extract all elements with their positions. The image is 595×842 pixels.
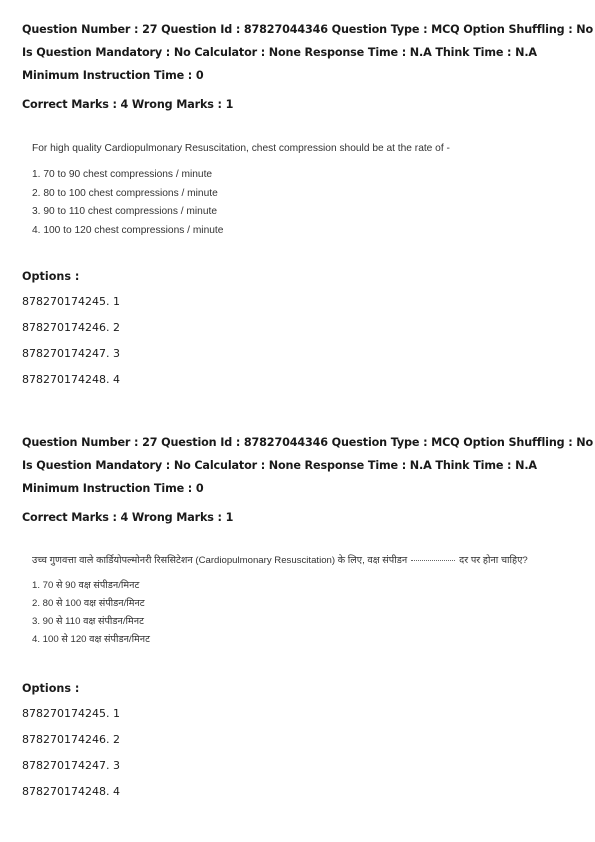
option-id-row: 878270174247. 3	[22, 347, 120, 360]
option-id-row: 878270174248. 4	[22, 373, 120, 386]
choice-list	[32, 577, 577, 649]
choice-item: 3. 90 से 110 वक्ष संपीडन/मिनट	[32, 616, 144, 627]
option-id-row: 878270174248. 4	[22, 785, 120, 798]
choice-item: 2. 80 to 100 chest compressions / minute	[32, 187, 218, 199]
options-label: Options :	[22, 270, 80, 283]
meta-line-question-info: Question Number : 27 Question Id : 87827044346 Question Type : MCQ Option Shuffling : No	[22, 436, 594, 449]
meta-line-marks: Correct Marks : 4 Wrong Marks : 1	[22, 511, 234, 524]
choice-item: 3. 90 to 110 chest compressions / minute	[32, 206, 217, 217]
choice-item: 4. 100 से 120 वक्ष संपीडन/मिनट	[32, 634, 150, 645]
choice-item: 1. 70 से 90 वक्ष संपीडन/मिनट	[32, 580, 140, 591]
meta-line-instruction-time: Minimum Instruction Time : 0	[22, 482, 204, 495]
question-stem-part: दर पर होना चाहिए?	[459, 555, 528, 566]
choice-item: 1. 70 to 90 chest compressions / minute	[32, 169, 213, 180]
meta-line-instruction-time: Minimum Instruction Time : 0	[22, 69, 204, 82]
choice-item: 2. 80 से 100 वक्ष संपीडन/मिनट	[32, 598, 145, 609]
option-id-row: 878270174247. 3	[22, 759, 120, 772]
option-id-row: 878270174245. 1	[22, 707, 120, 720]
fill-in-blank	[411, 560, 455, 561]
question-stem-part: उच्च गुणवत्ता वाले कार्डियोपल्मोनरी रिससिटेशन (Cardiopulmonary Resuscitation) के लिए, वक्ष संपीडन	[32, 555, 408, 566]
question-meta-2	[22, 431, 594, 529]
question-stem	[32, 554, 577, 568]
options-section-1	[22, 270, 577, 393]
options-section-2	[22, 682, 577, 805]
choice-list	[32, 166, 577, 240]
option-id-row: 878270174246. 2	[22, 321, 120, 334]
options-label: Options :	[22, 682, 80, 695]
question-stem: For high quality Cardiopulmonary Resuscitation, chest compression should be at the rate of -	[32, 143, 450, 154]
meta-line-question-info: Question Number : 27 Question Id : 87827044346 Question Type : MCQ Option Shuffling : No	[22, 23, 594, 36]
option-id-row: 878270174246. 2	[22, 733, 120, 746]
meta-line-mandatory-info: Is Question Mandatory : No Calculator : None Response Time : N.A Think Time : N.A	[22, 46, 537, 59]
question-text-1	[32, 142, 577, 240]
option-id-row: 878270174245. 1	[22, 295, 120, 308]
meta-line-marks: Correct Marks : 4 Wrong Marks : 1	[22, 98, 234, 111]
question-text-2	[32, 554, 577, 649]
choice-item: 4. 100 to 120 chest compressions / minute	[32, 224, 224, 236]
meta-line-mandatory-info: Is Question Mandatory : No Calculator : None Response Time : N.A Think Time : N.A	[22, 459, 537, 472]
question-meta-1	[22, 18, 594, 116]
